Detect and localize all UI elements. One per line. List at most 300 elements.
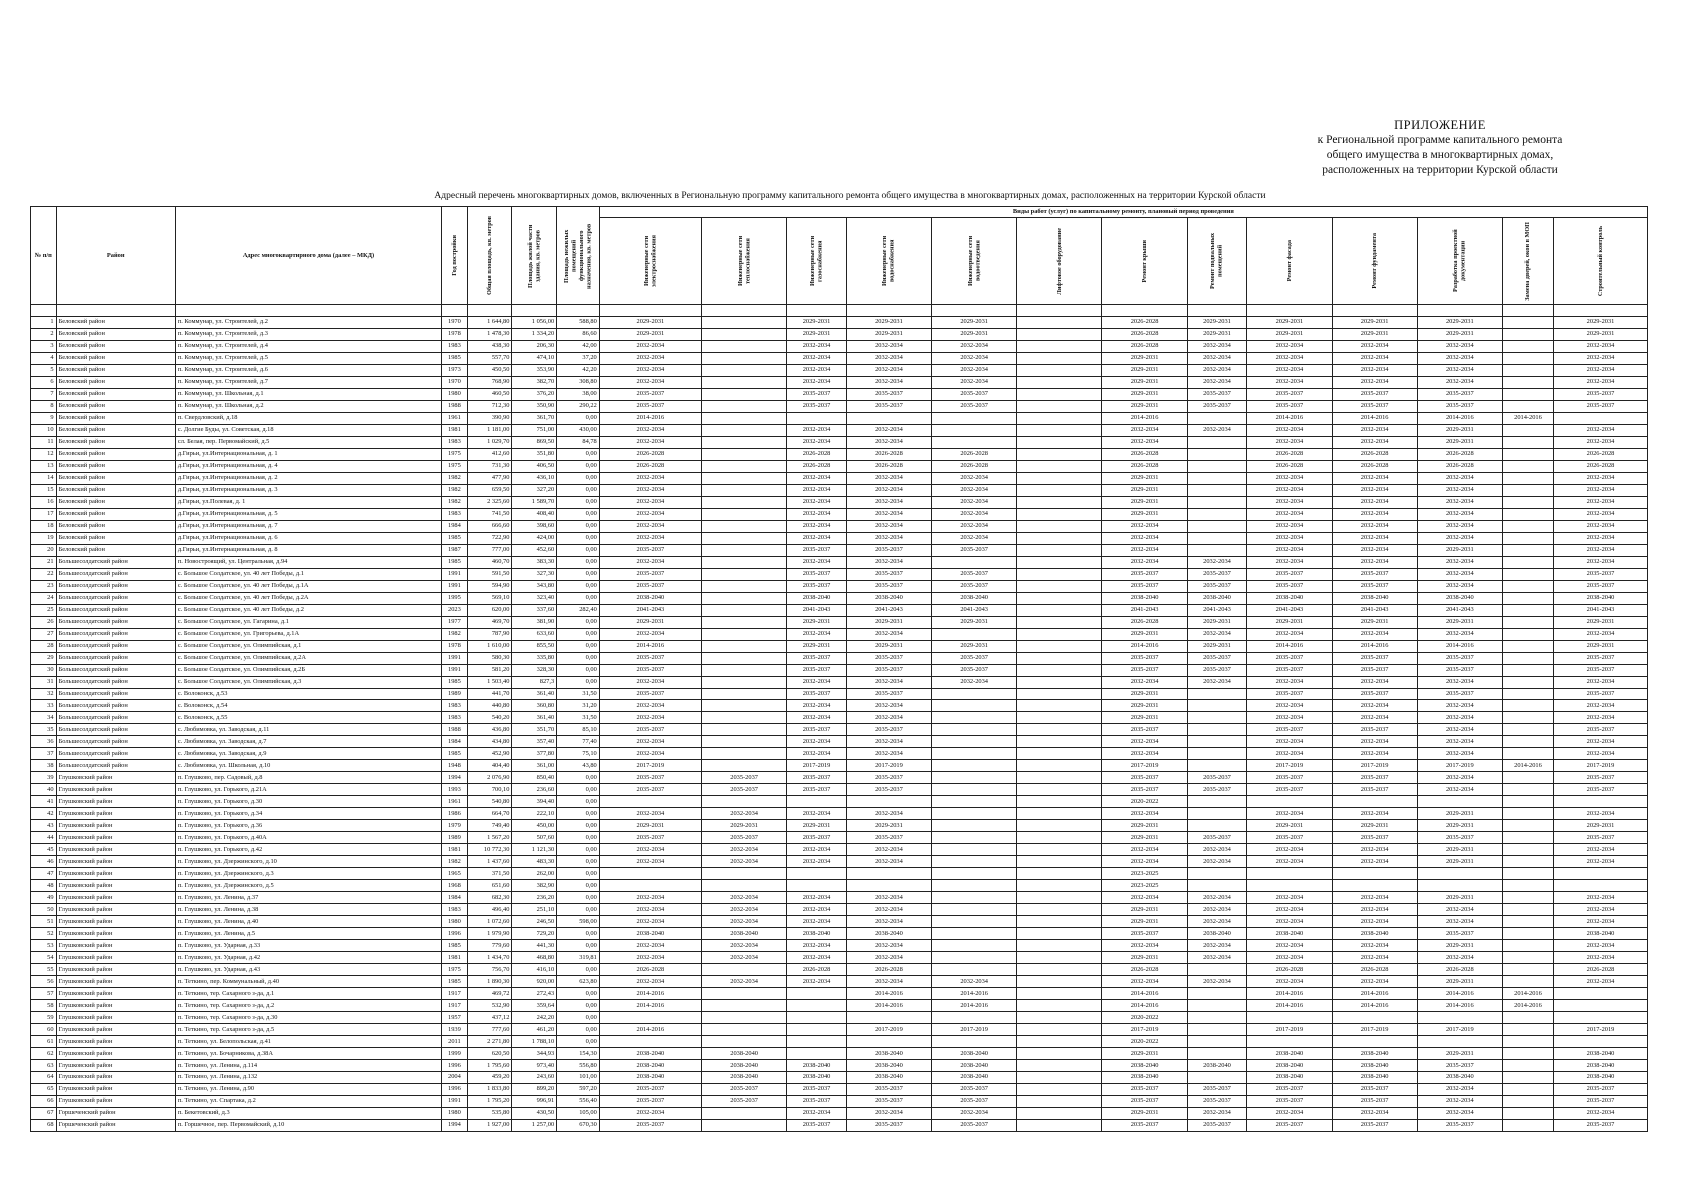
table-cell: 2014-2016 bbox=[932, 988, 1017, 1000]
table-cell bbox=[1502, 1048, 1553, 1060]
table-cell: 2038-2040 bbox=[1554, 1060, 1648, 1072]
table-cell: 2032-2034 bbox=[1332, 508, 1417, 520]
table-cell: с. Волоконск, д.53 bbox=[175, 688, 441, 700]
table-cell: 2026-2028 bbox=[846, 460, 931, 472]
table-cell: 2035-2037 bbox=[1554, 688, 1648, 700]
table-cell bbox=[1017, 712, 1102, 724]
table-cell: 2032-2034 bbox=[1332, 472, 1417, 484]
table-cell: 581,20 bbox=[467, 664, 512, 676]
table-cell: Беловский район bbox=[56, 508, 175, 520]
table-cell: 2035-2037 bbox=[1102, 664, 1187, 676]
table-cell: 2014-2016 bbox=[1502, 760, 1553, 772]
table-cell: Беловский район bbox=[56, 364, 175, 376]
table-cell: 2032-2034 bbox=[1102, 436, 1187, 448]
table-cell: 2038-2040 bbox=[1247, 1048, 1332, 1060]
table-cell: 2029-2031 bbox=[846, 640, 931, 652]
table-cell: 2035-2037 bbox=[1554, 652, 1648, 664]
table-cell: 0,00 bbox=[557, 1024, 600, 1036]
table-cell: 2032-2034 bbox=[1332, 856, 1417, 868]
table-cell: 1 056,00 bbox=[512, 316, 557, 328]
table-cell: 2035-2037 bbox=[1247, 688, 1332, 700]
table-cell bbox=[702, 736, 787, 748]
table-cell: 2035-2037 bbox=[1247, 1095, 1332, 1107]
table-row bbox=[31, 580, 1648, 592]
table-cell: 2032-2034 bbox=[1247, 376, 1332, 388]
table-cell: 0,00 bbox=[557, 544, 600, 556]
table-cell bbox=[702, 988, 787, 1000]
table-cell: 2032-2034 bbox=[599, 436, 701, 448]
table-cell: 2032-2034 bbox=[1417, 580, 1502, 592]
table-cell bbox=[1502, 724, 1553, 736]
table-cell: п. Глушково, ул. Горького, д.21А bbox=[175, 784, 441, 796]
table-cell: 1982 bbox=[442, 484, 468, 496]
table-cell: 850,40 bbox=[512, 772, 557, 784]
table-cell: 42,00 bbox=[557, 340, 600, 352]
table-cell: 7 bbox=[31, 388, 57, 400]
table-cell: 2029-2031 bbox=[1187, 616, 1247, 628]
table-cell: 2038-2040 bbox=[1187, 592, 1247, 604]
table-cell: 2032-2034 bbox=[1247, 520, 1332, 532]
table-cell: 2032-2034 bbox=[1417, 916, 1502, 928]
table-cell: п. Теткино, ул. Белопольская, д.41 bbox=[175, 1036, 441, 1048]
table-row bbox=[31, 988, 1648, 1000]
table-cell: 2017-2019 bbox=[1102, 1024, 1187, 1036]
table-cell bbox=[702, 460, 787, 472]
table-cell: 2035-2037 bbox=[1417, 400, 1502, 412]
table-cell: 2032-2034 bbox=[1554, 748, 1648, 760]
table-cell: 2041-2043 bbox=[1554, 604, 1648, 616]
table-row bbox=[31, 628, 1648, 640]
table-cell bbox=[1017, 496, 1102, 508]
spacer-row bbox=[31, 305, 1648, 317]
table-cell bbox=[702, 796, 787, 808]
table-cell: 2032-2034 bbox=[1102, 856, 1187, 868]
table-cell: 0,00 bbox=[557, 508, 600, 520]
table-cell bbox=[932, 844, 1017, 856]
table-cell: 2032-2034 bbox=[1102, 532, 1187, 544]
table-cell bbox=[1417, 796, 1502, 808]
table-cell: 1983 bbox=[442, 904, 468, 916]
table-cell bbox=[1187, 1036, 1247, 1048]
table-cell: 2032-2034 bbox=[1102, 676, 1187, 688]
table-cell: 2032-2034 bbox=[1332, 376, 1417, 388]
table-cell: 2026-2028 bbox=[1102, 448, 1187, 460]
table-cell: 2029-2031 bbox=[1102, 820, 1187, 832]
table-cell: 2035-2037 bbox=[1554, 1083, 1648, 1095]
table-cell: 2032-2034 bbox=[1554, 628, 1648, 640]
table-cell: 1985 bbox=[442, 532, 468, 544]
table-cell: 37,20 bbox=[557, 352, 600, 364]
table-cell: 2035-2037 bbox=[1187, 1095, 1247, 1107]
table-cell: 1977 bbox=[442, 616, 468, 628]
table-cell: 2029-2031 bbox=[599, 328, 701, 340]
table-cell bbox=[1554, 1000, 1648, 1012]
table-cell: 2032-2034 bbox=[932, 508, 1017, 520]
table-cell: 2035-2037 bbox=[1187, 580, 1247, 592]
table-cell bbox=[1502, 544, 1553, 556]
table-cell bbox=[702, 1107, 787, 1119]
table-cell: 1 589,70 bbox=[512, 496, 557, 508]
table-cell: 1981 bbox=[442, 844, 468, 856]
table-cell bbox=[1247, 796, 1332, 808]
table-cell: 1975 bbox=[442, 460, 468, 472]
table-cell: 973,40 bbox=[512, 1060, 557, 1072]
table-cell: 0,00 bbox=[557, 892, 600, 904]
table-cell: 1984 bbox=[442, 892, 468, 904]
table-cell: Глушковский район bbox=[56, 796, 175, 808]
table-cell: 272,43 bbox=[512, 988, 557, 1000]
table-cell: п. Коммунар, ул. Строителей, д.3 bbox=[175, 328, 441, 340]
table-cell: Беловский район bbox=[56, 340, 175, 352]
table-cell bbox=[1502, 568, 1553, 580]
table-cell bbox=[1247, 1012, 1332, 1024]
table-row bbox=[31, 1095, 1648, 1107]
table-cell: 0,00 bbox=[557, 868, 600, 880]
houses-table bbox=[30, 206, 1648, 1132]
table-cell: 2038-2040 bbox=[846, 1048, 931, 1060]
table-cell: 56 bbox=[31, 976, 57, 988]
table-cell bbox=[787, 1012, 847, 1024]
table-cell: 2035-2037 bbox=[599, 724, 701, 736]
table-cell bbox=[702, 568, 787, 580]
table-cell: 361,40 bbox=[512, 712, 557, 724]
table-cell: 2029-2031 bbox=[599, 616, 701, 628]
table-cell: 2032-2034 bbox=[1102, 544, 1187, 556]
table-cell: 2035-2037 bbox=[599, 652, 701, 664]
table-cell: 2032-2034 bbox=[1417, 508, 1502, 520]
table-cell: 31,50 bbox=[557, 712, 600, 724]
table-cell: 1980 bbox=[442, 916, 468, 928]
table-cell: 382,90 bbox=[512, 880, 557, 892]
table-cell bbox=[1187, 448, 1247, 460]
table-cell: 2032-2034 bbox=[787, 376, 847, 388]
table-cell: 2032-2034 bbox=[1554, 496, 1648, 508]
table-cell: 2032-2034 bbox=[787, 508, 847, 520]
table-cell: 2035-2037 bbox=[1417, 688, 1502, 700]
table-cell: 394,40 bbox=[512, 796, 557, 808]
table-cell: 10 bbox=[31, 424, 57, 436]
table-cell bbox=[1502, 856, 1553, 868]
table-cell bbox=[702, 724, 787, 736]
table-cell: 328,30 bbox=[512, 664, 557, 676]
table-cell: 18 bbox=[31, 520, 57, 532]
table-cell: 1982 bbox=[442, 496, 468, 508]
table-cell: 2035-2037 bbox=[1247, 388, 1332, 400]
table-cell: д.Гирьи, ул.Интернациональная, д. 8 bbox=[175, 544, 441, 556]
table-cell: 1 610,00 bbox=[467, 640, 512, 652]
table-cell: 2041-2043 bbox=[1417, 604, 1502, 616]
table-cell: 2029-2031 bbox=[1332, 328, 1417, 340]
table-cell: Беловский район bbox=[56, 316, 175, 328]
table-cell: 37 bbox=[31, 748, 57, 760]
table-cell: 0,00 bbox=[557, 640, 600, 652]
table-cell: д.Гирьи, ул.Интернациональная, д. 5 bbox=[175, 508, 441, 520]
table-cell: Глушковский район bbox=[56, 808, 175, 820]
table-cell: 2038-2040 bbox=[599, 928, 701, 940]
table-cell: Большесолдатский район bbox=[56, 604, 175, 616]
table-cell: 2035-2037 bbox=[1332, 580, 1417, 592]
table-cell: 54 bbox=[31, 952, 57, 964]
table-cell: 1 503,40 bbox=[467, 676, 512, 688]
table-cell: п. Глушково, ул. Ударная, д.33 bbox=[175, 940, 441, 952]
table-cell: 2035-2037 bbox=[702, 772, 787, 784]
table-cell: 2032-2034 bbox=[846, 508, 931, 520]
table-row bbox=[31, 472, 1648, 484]
table-cell: 438,30 bbox=[467, 340, 512, 352]
table-row bbox=[31, 760, 1648, 772]
table-cell: 2032-2034 bbox=[787, 904, 847, 916]
table-cell: Глушковский район bbox=[56, 964, 175, 976]
table-cell: 1991 bbox=[442, 568, 468, 580]
table-cell: 2035-2037 bbox=[1332, 568, 1417, 580]
table-cell: 1981 bbox=[442, 952, 468, 964]
table-cell: 0,00 bbox=[557, 1012, 600, 1024]
table-cell: 2032-2034 bbox=[787, 424, 847, 436]
table-cell bbox=[1502, 424, 1553, 436]
table-cell: 58 bbox=[31, 1000, 57, 1012]
table-cell: 0,00 bbox=[557, 772, 600, 784]
table-cell bbox=[1187, 460, 1247, 472]
table-cell: 404,40 bbox=[467, 760, 512, 772]
table-cell bbox=[1017, 532, 1102, 544]
table-cell: 0,00 bbox=[557, 556, 600, 568]
table-cell: п. Горшечное, пер. Первомайский, д.10 bbox=[175, 1119, 441, 1131]
table-cell: 60 bbox=[31, 1024, 57, 1036]
table-cell: 34 bbox=[31, 712, 57, 724]
table-cell: 2029-2031 bbox=[1332, 820, 1417, 832]
table-cell: 2004 bbox=[442, 1072, 468, 1084]
table-cell bbox=[1502, 976, 1553, 988]
table-cell: 461,20 bbox=[512, 1024, 557, 1036]
table-cell: 2032-2034 bbox=[1332, 436, 1417, 448]
table-cell: 2032-2034 bbox=[787, 364, 847, 376]
table-cell: 1985 bbox=[442, 352, 468, 364]
table-cell: 2035-2037 bbox=[787, 1119, 847, 1131]
table-cell: 381,90 bbox=[512, 616, 557, 628]
table-cell: 2041-2043 bbox=[599, 604, 701, 616]
table-row bbox=[31, 832, 1648, 844]
table-cell bbox=[1017, 736, 1102, 748]
table-row bbox=[31, 352, 1648, 364]
table-cell: 1984 bbox=[442, 520, 468, 532]
table-cell: 2032-2034 bbox=[1417, 352, 1502, 364]
table-cell bbox=[1554, 868, 1648, 880]
table-cell: 2029-2031 bbox=[1417, 808, 1502, 820]
table-cell bbox=[1502, 892, 1553, 904]
table-cell: 2035-2037 bbox=[846, 664, 931, 676]
table-cell: 2038-2040 bbox=[846, 592, 931, 604]
table-row bbox=[31, 868, 1648, 880]
table-cell: 2014-2016 bbox=[1332, 1000, 1417, 1012]
table-cell: 620,00 bbox=[467, 604, 512, 616]
table-cell: 0,00 bbox=[557, 1000, 600, 1012]
table-cell: 243,60 bbox=[512, 1072, 557, 1084]
table-cell: 2032-2034 bbox=[1187, 424, 1247, 436]
table-cell bbox=[702, 412, 787, 424]
table-cell: 65 bbox=[31, 1083, 57, 1095]
table-cell: 768,90 bbox=[467, 376, 512, 388]
table-cell bbox=[1187, 412, 1247, 424]
table-cell bbox=[1417, 1036, 1502, 1048]
table-cell: 2035-2037 bbox=[1247, 832, 1332, 844]
table-cell bbox=[1502, 340, 1553, 352]
table-cell: 2032-2034 bbox=[1554, 520, 1648, 532]
table-cell: 2035-2037 bbox=[599, 784, 701, 796]
table-cell: 2032-2034 bbox=[1554, 808, 1648, 820]
table-cell: 2032-2034 bbox=[599, 904, 701, 916]
table-cell: п. Коммунар, ул. Строителей, д.6 bbox=[175, 364, 441, 376]
table-cell: 2038-2040 bbox=[1247, 592, 1332, 604]
table-cell: 2032-2034 bbox=[599, 424, 701, 436]
table-cell: 2032-2034 bbox=[1554, 352, 1648, 364]
table-cell: п. Глушково, ул. Ударная, д.43 bbox=[175, 964, 441, 976]
table-cell: 2032-2034 bbox=[787, 1107, 847, 1119]
table-cell bbox=[932, 424, 1017, 436]
table-cell: 251,10 bbox=[512, 904, 557, 916]
table-cell: 2026-2028 bbox=[1417, 964, 1502, 976]
table-cell bbox=[702, 436, 787, 448]
table-cell: 2032-2034 bbox=[1247, 496, 1332, 508]
col-work-header: Замена дверей, окон в МОП bbox=[1502, 218, 1553, 305]
table-cell: 2032-2034 bbox=[1554, 952, 1648, 964]
table-cell: 2032-2034 bbox=[599, 1107, 701, 1119]
table-cell: 206,30 bbox=[512, 340, 557, 352]
table-cell: Большесолдатский район bbox=[56, 748, 175, 760]
table-cell: 16 bbox=[31, 496, 57, 508]
table-cell: 2032-2034 bbox=[846, 364, 931, 376]
table-cell: 28 bbox=[31, 640, 57, 652]
table-row bbox=[31, 436, 1648, 448]
table-cell: 2029-2031 bbox=[1554, 616, 1648, 628]
table-cell: 2035-2037 bbox=[846, 772, 931, 784]
table-cell: п. Теткино, ул. Спартака, д.2 bbox=[175, 1095, 441, 1107]
table-cell bbox=[1017, 328, 1102, 340]
table-cell: Большесолдатский район bbox=[56, 616, 175, 628]
table-cell: 2014-2016 bbox=[1502, 988, 1553, 1000]
table-cell: Беловский район bbox=[56, 412, 175, 424]
table-cell: 61 bbox=[31, 1036, 57, 1048]
table-cell: 2032-2034 bbox=[1417, 676, 1502, 688]
table-cell: 2032-2034 bbox=[1247, 364, 1332, 376]
table-cell: 344,93 bbox=[512, 1048, 557, 1060]
table-cell: 2032-2034 bbox=[1102, 940, 1187, 952]
table-cell: 2032-2034 bbox=[1417, 748, 1502, 760]
table-cell bbox=[1017, 604, 1102, 616]
table-cell: 2032-2034 bbox=[1332, 424, 1417, 436]
table-cell: 2038-2040 bbox=[932, 1048, 1017, 1060]
table-cell bbox=[1187, 688, 1247, 700]
table-cell: 2032-2034 bbox=[1187, 916, 1247, 928]
table-cell: 2014-2016 bbox=[1332, 988, 1417, 1000]
table-cell bbox=[1017, 1036, 1102, 1048]
table-cell: 2035-2037 bbox=[932, 568, 1017, 580]
table-cell: 2032-2034 bbox=[932, 352, 1017, 364]
table-cell: 1983 bbox=[442, 508, 468, 520]
table-cell: 2026-2028 bbox=[1102, 316, 1187, 328]
table-cell: 0,00 bbox=[557, 928, 600, 940]
table-cell: 2026-2028 bbox=[1102, 340, 1187, 352]
table-cell: 2014-2016 bbox=[599, 1000, 701, 1012]
table-cell: 2032-2034 bbox=[1102, 748, 1187, 760]
table-cell: 1 795,60 bbox=[467, 1060, 512, 1072]
table-cell: 2032-2034 bbox=[1417, 484, 1502, 496]
table-cell: 2014-2016 bbox=[1102, 412, 1187, 424]
table-cell: 2032-2034 bbox=[1417, 712, 1502, 724]
table-cell: 2038-2040 bbox=[932, 592, 1017, 604]
table-cell bbox=[1332, 868, 1417, 880]
table-cell: 557,70 bbox=[467, 352, 512, 364]
table-cell: п. Теткино, тер. Сахарного з-да, д.1 bbox=[175, 988, 441, 1000]
table-cell bbox=[1502, 364, 1553, 376]
table-cell: 712,30 bbox=[467, 400, 512, 412]
table-cell: 434,80 bbox=[467, 736, 512, 748]
table-cell: 246,50 bbox=[512, 916, 557, 928]
table-cell bbox=[932, 796, 1017, 808]
table-row bbox=[31, 460, 1648, 472]
table-cell: 2035-2037 bbox=[1102, 1083, 1187, 1095]
table-cell bbox=[1187, 520, 1247, 532]
table-cell: 2032-2034 bbox=[702, 940, 787, 952]
table-cell: 2032-2034 bbox=[1332, 952, 1417, 964]
table-row bbox=[31, 328, 1648, 340]
table-cell bbox=[932, 868, 1017, 880]
table-cell bbox=[702, 712, 787, 724]
table-cell: 2032-2034 bbox=[1417, 736, 1502, 748]
table-cell: 2032-2034 bbox=[1187, 364, 1247, 376]
table-row bbox=[31, 904, 1648, 916]
table-cell bbox=[702, 496, 787, 508]
table-cell bbox=[1017, 508, 1102, 520]
table-cell: 2017-2019 bbox=[846, 760, 931, 772]
table-cell bbox=[846, 796, 931, 808]
table-cell bbox=[1017, 820, 1102, 832]
table-cell bbox=[1502, 316, 1553, 328]
table-cell bbox=[932, 832, 1017, 844]
table-cell: 2032-2034 bbox=[1554, 940, 1648, 952]
table-row bbox=[31, 412, 1648, 424]
table-cell: 2041-2043 bbox=[846, 604, 931, 616]
table-cell: 10 772,30 bbox=[467, 844, 512, 856]
table-cell bbox=[1187, 988, 1247, 1000]
table-cell: 2032-2034 bbox=[1332, 628, 1417, 640]
table-cell: 2035-2037 bbox=[1332, 772, 1417, 784]
appendix-line-3: общего имущества в многоквартирных домах, bbox=[1326, 149, 1554, 161]
table-row bbox=[31, 448, 1648, 460]
table-cell: Глушковский район bbox=[56, 892, 175, 904]
table-cell: 468,80 bbox=[512, 952, 557, 964]
table-cell bbox=[1017, 592, 1102, 604]
table-cell: п. Свердловский, д.18 bbox=[175, 412, 441, 424]
table-cell: 2029-2031 bbox=[1247, 328, 1332, 340]
table-cell bbox=[1017, 916, 1102, 928]
table-cell bbox=[1332, 1012, 1417, 1024]
table-cell: 2017-2019 bbox=[1417, 1024, 1502, 1036]
table-cell: Глушковский район bbox=[56, 868, 175, 880]
table-cell: 2029-2031 bbox=[1417, 892, 1502, 904]
table-cell: 2032-2034 bbox=[1417, 472, 1502, 484]
table-cell bbox=[702, 580, 787, 592]
table-cell: 2029-2031 bbox=[1417, 328, 1502, 340]
table-cell bbox=[1502, 460, 1553, 472]
table-cell: 2035-2037 bbox=[787, 772, 847, 784]
table-cell: 2032-2034 bbox=[1417, 340, 1502, 352]
table-cell: 1939 bbox=[442, 1024, 468, 1036]
table-cell: Беловский район bbox=[56, 376, 175, 388]
table-cell bbox=[702, 448, 787, 460]
table-cell: 2032-2034 bbox=[932, 520, 1017, 532]
table-cell bbox=[1502, 376, 1553, 388]
col-work-header: Ремонт подвальных помещений bbox=[1187, 218, 1247, 305]
